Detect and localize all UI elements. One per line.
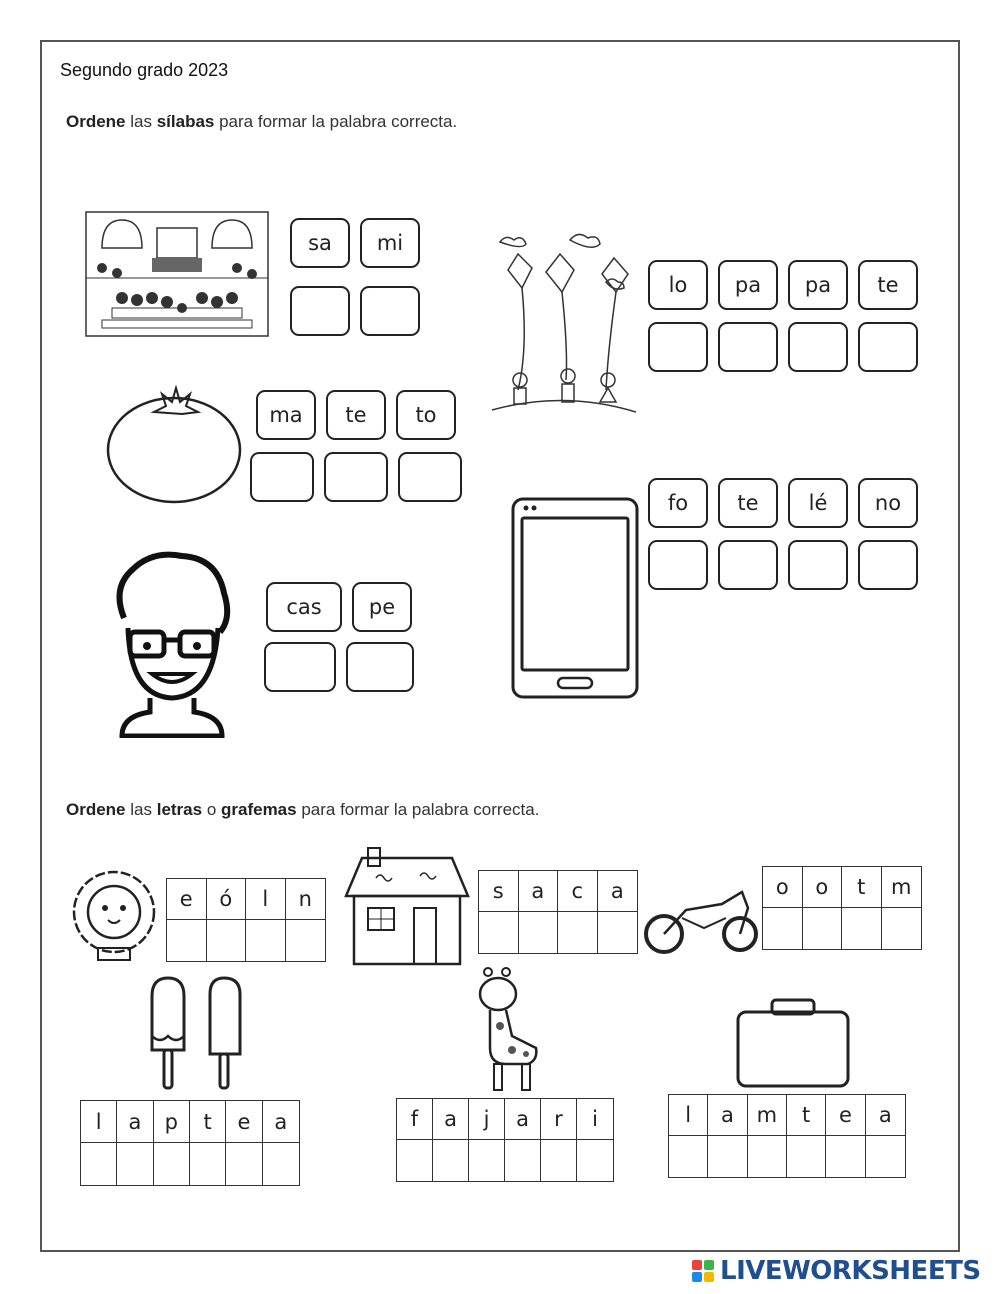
letter-cell[interactable]: a	[519, 871, 559, 912]
instruction-part: Ordene	[66, 112, 126, 131]
grade-label: Segundo grado 2023	[60, 60, 229, 80]
letter-grid-motorcycle	[762, 866, 922, 950]
kites-icon	[488, 230, 640, 448]
syllables-row-kites	[648, 260, 918, 310]
letter-cell[interactable]: p	[154, 1101, 190, 1143]
letter-cell[interactable]: j	[469, 1099, 505, 1140]
syllables-instruction	[66, 112, 457, 132]
liveworksheets-logo	[692, 1256, 981, 1286]
popsicle-icon	[146, 974, 248, 1092]
letter-cell[interactable]: f	[397, 1099, 433, 1140]
letter-cell[interactable]: l	[246, 879, 286, 920]
answer-box[interactable]	[398, 452, 462, 502]
letter-cell[interactable]: m	[748, 1095, 787, 1136]
letter-cell[interactable]: e	[226, 1101, 262, 1143]
answer-cell[interactable]	[519, 912, 559, 953]
phone-icon	[510, 496, 640, 700]
answer-cell[interactable]	[803, 908, 843, 949]
answer-cell[interactable]	[577, 1140, 613, 1181]
instruction-part: las	[125, 800, 157, 819]
answer-cell[interactable]	[708, 1136, 747, 1177]
answer-cell[interactable]	[669, 1136, 708, 1177]
syllable-tile[interactable]: pa	[788, 260, 848, 310]
letter-grid-house	[478, 870, 638, 954]
syllable-tile[interactable]: lo	[648, 260, 708, 310]
answer-cell[interactable]	[167, 920, 207, 961]
answer-cell[interactable]	[263, 1143, 299, 1185]
syllables-row-tomato	[256, 390, 456, 440]
answer-row-kites	[648, 322, 918, 372]
answer-row-tomato	[250, 452, 462, 502]
instruction-part: las	[125, 112, 157, 131]
logo-mark-icon	[692, 1260, 714, 1282]
answer-box[interactable]	[718, 322, 778, 372]
answer-cell[interactable]	[469, 1140, 505, 1181]
answer-cell[interactable]	[433, 1140, 469, 1181]
letter-cell[interactable]: t	[787, 1095, 826, 1136]
syllable-tile[interactable]: lé	[788, 478, 848, 528]
syllable-tile[interactable]: to	[396, 390, 456, 440]
answer-cell[interactable]	[882, 908, 922, 949]
syllables-row-phone	[648, 478, 918, 528]
answer-cell[interactable]	[117, 1143, 153, 1185]
answer-box[interactable]	[250, 452, 314, 502]
instruction-part: para formar la palabra correcta.	[296, 800, 540, 819]
syllable-tile[interactable]: ma	[256, 390, 316, 440]
letter-cell[interactable]: t	[190, 1101, 226, 1143]
syllable-tile[interactable]: pe	[352, 582, 412, 632]
answer-cell[interactable]	[190, 1143, 226, 1185]
syllable-tile[interactable]: pa	[718, 260, 778, 310]
answer-cell[interactable]	[207, 920, 247, 961]
instruction-part: o	[202, 800, 221, 819]
answer-cell[interactable]	[154, 1143, 190, 1185]
answer-row-phone	[648, 540, 918, 590]
giraffe-icon	[472, 964, 554, 1094]
letter-cell[interactable]: a	[708, 1095, 747, 1136]
answer-box[interactable]	[648, 540, 708, 590]
answer-box[interactable]	[324, 452, 388, 502]
letter-cell[interactable]: n	[286, 879, 326, 920]
letter-cell[interactable]: m	[882, 867, 922, 908]
motorcycle-icon	[642, 884, 760, 956]
answer-cell[interactable]	[748, 1136, 787, 1177]
instruction-part: grafemas	[221, 800, 297, 819]
answer-box[interactable]	[290, 286, 350, 336]
syllable-tile[interactable]: no	[858, 478, 918, 528]
answer-cell[interactable]	[598, 912, 638, 953]
letter-cell[interactable]: r	[541, 1099, 577, 1140]
letter-cell[interactable]: o	[763, 867, 803, 908]
letter-cell[interactable]: s	[479, 871, 519, 912]
letter-cell[interactable]: a	[117, 1101, 153, 1143]
answer-cell[interactable]	[81, 1143, 117, 1185]
logo-text: LIVEWORKSHEETS	[720, 1256, 981, 1286]
answer-cell[interactable]	[479, 912, 519, 953]
answer-box[interactable]	[788, 540, 848, 590]
syllable-tile[interactable]: te	[858, 260, 918, 310]
letter-cell[interactable]: t	[842, 867, 882, 908]
house-icon	[342, 844, 472, 968]
syllable-tile[interactable]: fo	[648, 478, 708, 528]
syllable-tile[interactable]: te	[718, 478, 778, 528]
letter-cell[interactable]: a	[263, 1101, 299, 1143]
letter-cell[interactable]: a	[598, 871, 638, 912]
letter-grid-popsicle	[80, 1100, 300, 1186]
answer-box[interactable]	[788, 322, 848, 372]
letter-cell[interactable]: e	[167, 879, 207, 920]
answer-cell[interactable]	[842, 908, 882, 949]
lion-icon	[66, 868, 162, 962]
answer-cell[interactable]	[397, 1140, 433, 1181]
instruction-part: para formar la palabra correcta.	[214, 112, 458, 131]
syllables-row-boy	[266, 582, 412, 632]
letter-cell[interactable]: i	[577, 1099, 613, 1140]
instruction-part: sílabas	[156, 112, 215, 131]
syllables-row-classroom	[290, 218, 420, 268]
answer-cell[interactable]	[787, 1136, 826, 1177]
classroom-icon	[82, 208, 272, 340]
tomato-icon	[104, 384, 244, 504]
letter-cell[interactable]: ó	[207, 879, 247, 920]
answer-cell[interactable]	[226, 1143, 262, 1185]
boy-face-icon	[102, 548, 242, 738]
instruction-part: Ordene	[66, 800, 126, 819]
answer-cell[interactable]	[866, 1136, 905, 1177]
letter-cell[interactable]: c	[558, 871, 598, 912]
syllable-tile[interactable]: te	[326, 390, 386, 440]
answer-box[interactable]	[648, 322, 708, 372]
answer-box[interactable]	[264, 642, 336, 692]
letter-cell[interactable]: o	[803, 867, 843, 908]
answer-box[interactable]	[858, 540, 918, 590]
letter-grid-lion	[166, 878, 326, 962]
answer-cell[interactable]	[541, 1140, 577, 1181]
letters-instruction	[66, 800, 539, 820]
answer-cell[interactable]	[246, 920, 286, 961]
answer-cell[interactable]	[763, 908, 803, 949]
answer-box[interactable]	[858, 322, 918, 372]
answer-cell[interactable]	[826, 1136, 865, 1177]
letter-cell[interactable]: l	[669, 1095, 708, 1136]
letter-grid-giraffe	[396, 1098, 614, 1182]
answer-box[interactable]	[360, 286, 420, 336]
letter-cell[interactable]: a	[433, 1099, 469, 1140]
answer-row-classroom	[290, 286, 420, 336]
answer-cell[interactable]	[558, 912, 598, 953]
letter-cell[interactable]: a	[866, 1095, 905, 1136]
letter-cell[interactable]: a	[505, 1099, 541, 1140]
answer-box[interactable]	[346, 642, 414, 692]
letter-cell[interactable]: e	[826, 1095, 865, 1136]
answer-cell[interactable]	[505, 1140, 541, 1181]
syllable-tile[interactable]: mi	[360, 218, 420, 268]
syllable-tile[interactable]: sa	[290, 218, 350, 268]
instruction-part: letras	[156, 800, 203, 819]
answer-row-boy	[264, 642, 414, 692]
suitcase-icon	[734, 996, 852, 1090]
letter-cell[interactable]: l	[81, 1101, 117, 1143]
letter-grid-suitcase	[668, 1094, 906, 1178]
answer-box[interactable]	[718, 540, 778, 590]
answer-cell[interactable]	[286, 920, 326, 961]
syllable-tile[interactable]: cas	[266, 582, 342, 632]
